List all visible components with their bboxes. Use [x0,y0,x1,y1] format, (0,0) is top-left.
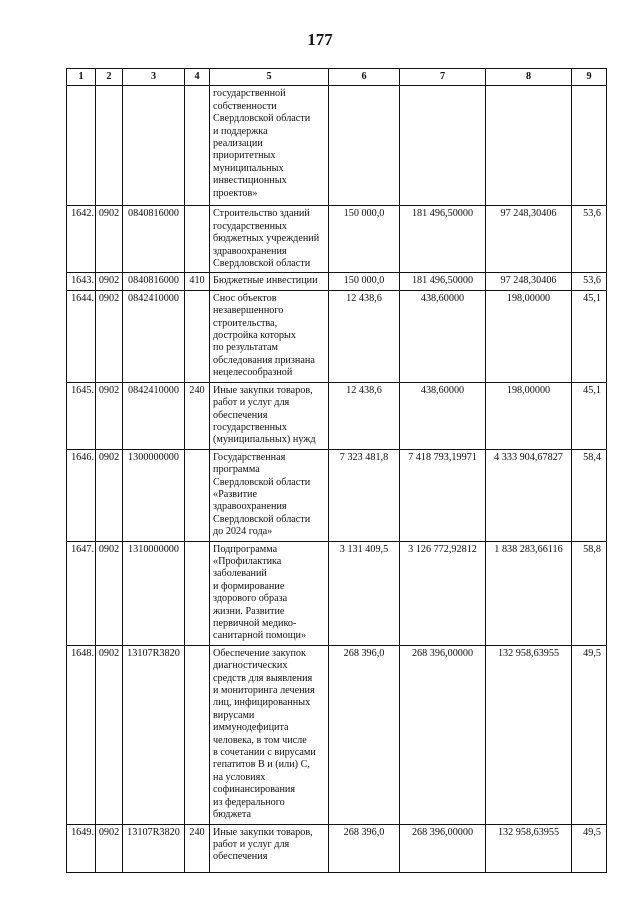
expense-type-code-cell: 240 [185,824,210,872]
column-header: 6 [329,69,400,86]
expense-type-code-cell [185,290,210,382]
item-name-cell: Подпрограмма «Профилактика заболеваний и формирование здорового образа жизни. Развитие первичной медико- санитарной помощи» [210,541,329,645]
target-article-code-cell: 1310000000 [123,541,185,645]
approved-amount-cell: 12 438,6 [329,382,400,449]
approved-amount-cell [329,86,400,206]
row-number-cell: 1645. [67,382,96,449]
approved-amount-cell: 150 000,0 [329,206,400,273]
column-header: 9 [572,69,607,86]
section-code-cell: 0902 [96,645,123,824]
execution-percent-cell: 53,6 [572,273,607,290]
approved-amount-cell: 150 000,0 [329,273,400,290]
execution-percent-cell: 45,1 [572,382,607,449]
item-name-cell: Иные закупки товаров, работ и услуг для обеспечения [210,824,329,872]
approved-amount-cell: 3 131 409,5 [329,541,400,645]
executed-amount-cell: 198,00000 [486,290,572,382]
table-row [67,273,607,290]
execution-percent-cell: 58,4 [572,449,607,541]
execution-percent-cell [572,86,607,206]
refined-amount-cell [400,86,486,206]
item-name-cell: Снос объектов незавершенного строительства, достройка которых по результатам обследования признана нецелесообразной [210,290,329,382]
row-number-cell: 1642. [67,206,96,273]
executed-amount-cell: 132 958,63955 [486,824,572,872]
row-number-cell: 1643. [67,273,96,290]
section-code-cell: 0902 [96,449,123,541]
executed-amount-cell: 198,00000 [486,382,572,449]
item-name-cell: Обеспечение закупок диагностических средств для выявления и мониторинга лечения лиц, инфицированных вирусами иммунодефицита человека, в том числе в сочетании с вирусами гепатитов B и (или) C, на условиях софинансирования из федерального бюджета [210,645,329,824]
table-row [67,541,607,645]
section-code-cell: 0902 [96,382,123,449]
refined-amount-cell: 7 418 793,19971 [400,449,486,541]
section-code-cell: 0902 [96,541,123,645]
section-code-cell: 0902 [96,290,123,382]
expense-type-code-cell [185,449,210,541]
target-article-code-cell [123,86,185,206]
expense-type-code-cell [185,86,210,206]
table-row [67,290,607,382]
expense-type-code-cell: 240 [185,382,210,449]
row-number-cell: 1648. [67,645,96,824]
approved-amount-cell: 7 323 481,8 [329,449,400,541]
row-number-cell: 1649. [67,824,96,872]
column-header: 4 [185,69,210,86]
executed-amount-cell: 1 838 283,66116 [486,541,572,645]
section-code-cell: 0902 [96,824,123,872]
execution-percent-cell: 49,5 [572,824,607,872]
execution-percent-cell: 49,5 [572,645,607,824]
expense-type-code-cell [185,206,210,273]
table-row [67,206,607,273]
target-article-code-cell: 0842410000 [123,382,185,449]
item-name-cell: Иные закупки товаров, работ и услуг для обеспечения государственных (муниципальных) нужд [210,382,329,449]
section-code-cell: 0902 [96,206,123,273]
executed-amount-cell: 97 248,30406 [486,206,572,273]
expense-type-code-cell [185,645,210,824]
refined-amount-cell: 181 496,50000 [400,206,486,273]
executed-amount-cell: 4 333 904,67827 [486,449,572,541]
section-code-cell: 0902 [96,273,123,290]
table-row [67,645,607,824]
refined-amount-cell: 438,60000 [400,290,486,382]
execution-percent-cell: 58,8 [572,541,607,645]
approved-amount-cell: 268 396,0 [329,645,400,824]
target-article-code-cell: 13107R3820 [123,645,185,824]
target-article-code-cell: 0842410000 [123,290,185,382]
item-name-cell: Строительство зданий государственных бюджетных учреждений здравоохранения Свердловской области [210,206,329,273]
item-name-cell: Государственная программа Свердловской области «Развитие здравоохранения Свердловской области до 2024 года» [210,449,329,541]
expense-type-code-cell: 410 [185,273,210,290]
target-article-code-cell: 13107R3820 [123,824,185,872]
target-article-code-cell: 1300000000 [123,449,185,541]
row-number-cell: 1647. [67,541,96,645]
refined-amount-cell: 3 126 772,92812 [400,541,486,645]
item-name-cell: государственной собственности Свердловской области и поддержка реализации приоритетных муниципальных инвестиционных проектов» [210,86,329,206]
executed-amount-cell [486,86,572,206]
column-header: 2 [96,69,123,86]
approved-amount-cell: 12 438,6 [329,290,400,382]
column-header: 8 [486,69,572,86]
target-article-code-cell: 0840816000 [123,206,185,273]
refined-amount-cell: 268 396,00000 [400,645,486,824]
table-row [67,86,607,206]
column-header: 5 [210,69,329,86]
item-name-cell: Бюджетные инвестиции [210,273,329,290]
refined-amount-cell: 438,60000 [400,382,486,449]
row-number-cell [67,86,96,206]
target-article-code-cell: 0840816000 [123,273,185,290]
table-row [67,824,607,872]
section-code-cell [96,86,123,206]
table-row [67,449,607,541]
approved-amount-cell: 268 396,0 [329,824,400,872]
column-header: 7 [400,69,486,86]
execution-percent-cell: 45,1 [572,290,607,382]
row-number-cell: 1644. [67,290,96,382]
header-row [67,69,607,86]
executed-amount-cell: 97 248,30406 [486,273,572,290]
column-header: 3 [123,69,185,86]
row-number-cell: 1646. [67,449,96,541]
expense-type-code-cell [185,541,210,645]
column-header: 1 [67,69,96,86]
table-row [67,382,607,449]
refined-amount-cell: 268 396,00000 [400,824,486,872]
executed-amount-cell: 132 958,63955 [486,645,572,824]
execution-percent-cell: 53,6 [572,206,607,273]
budget-table [66,68,607,873]
page-number: 177 [307,30,333,49]
refined-amount-cell: 181 496,50000 [400,273,486,290]
